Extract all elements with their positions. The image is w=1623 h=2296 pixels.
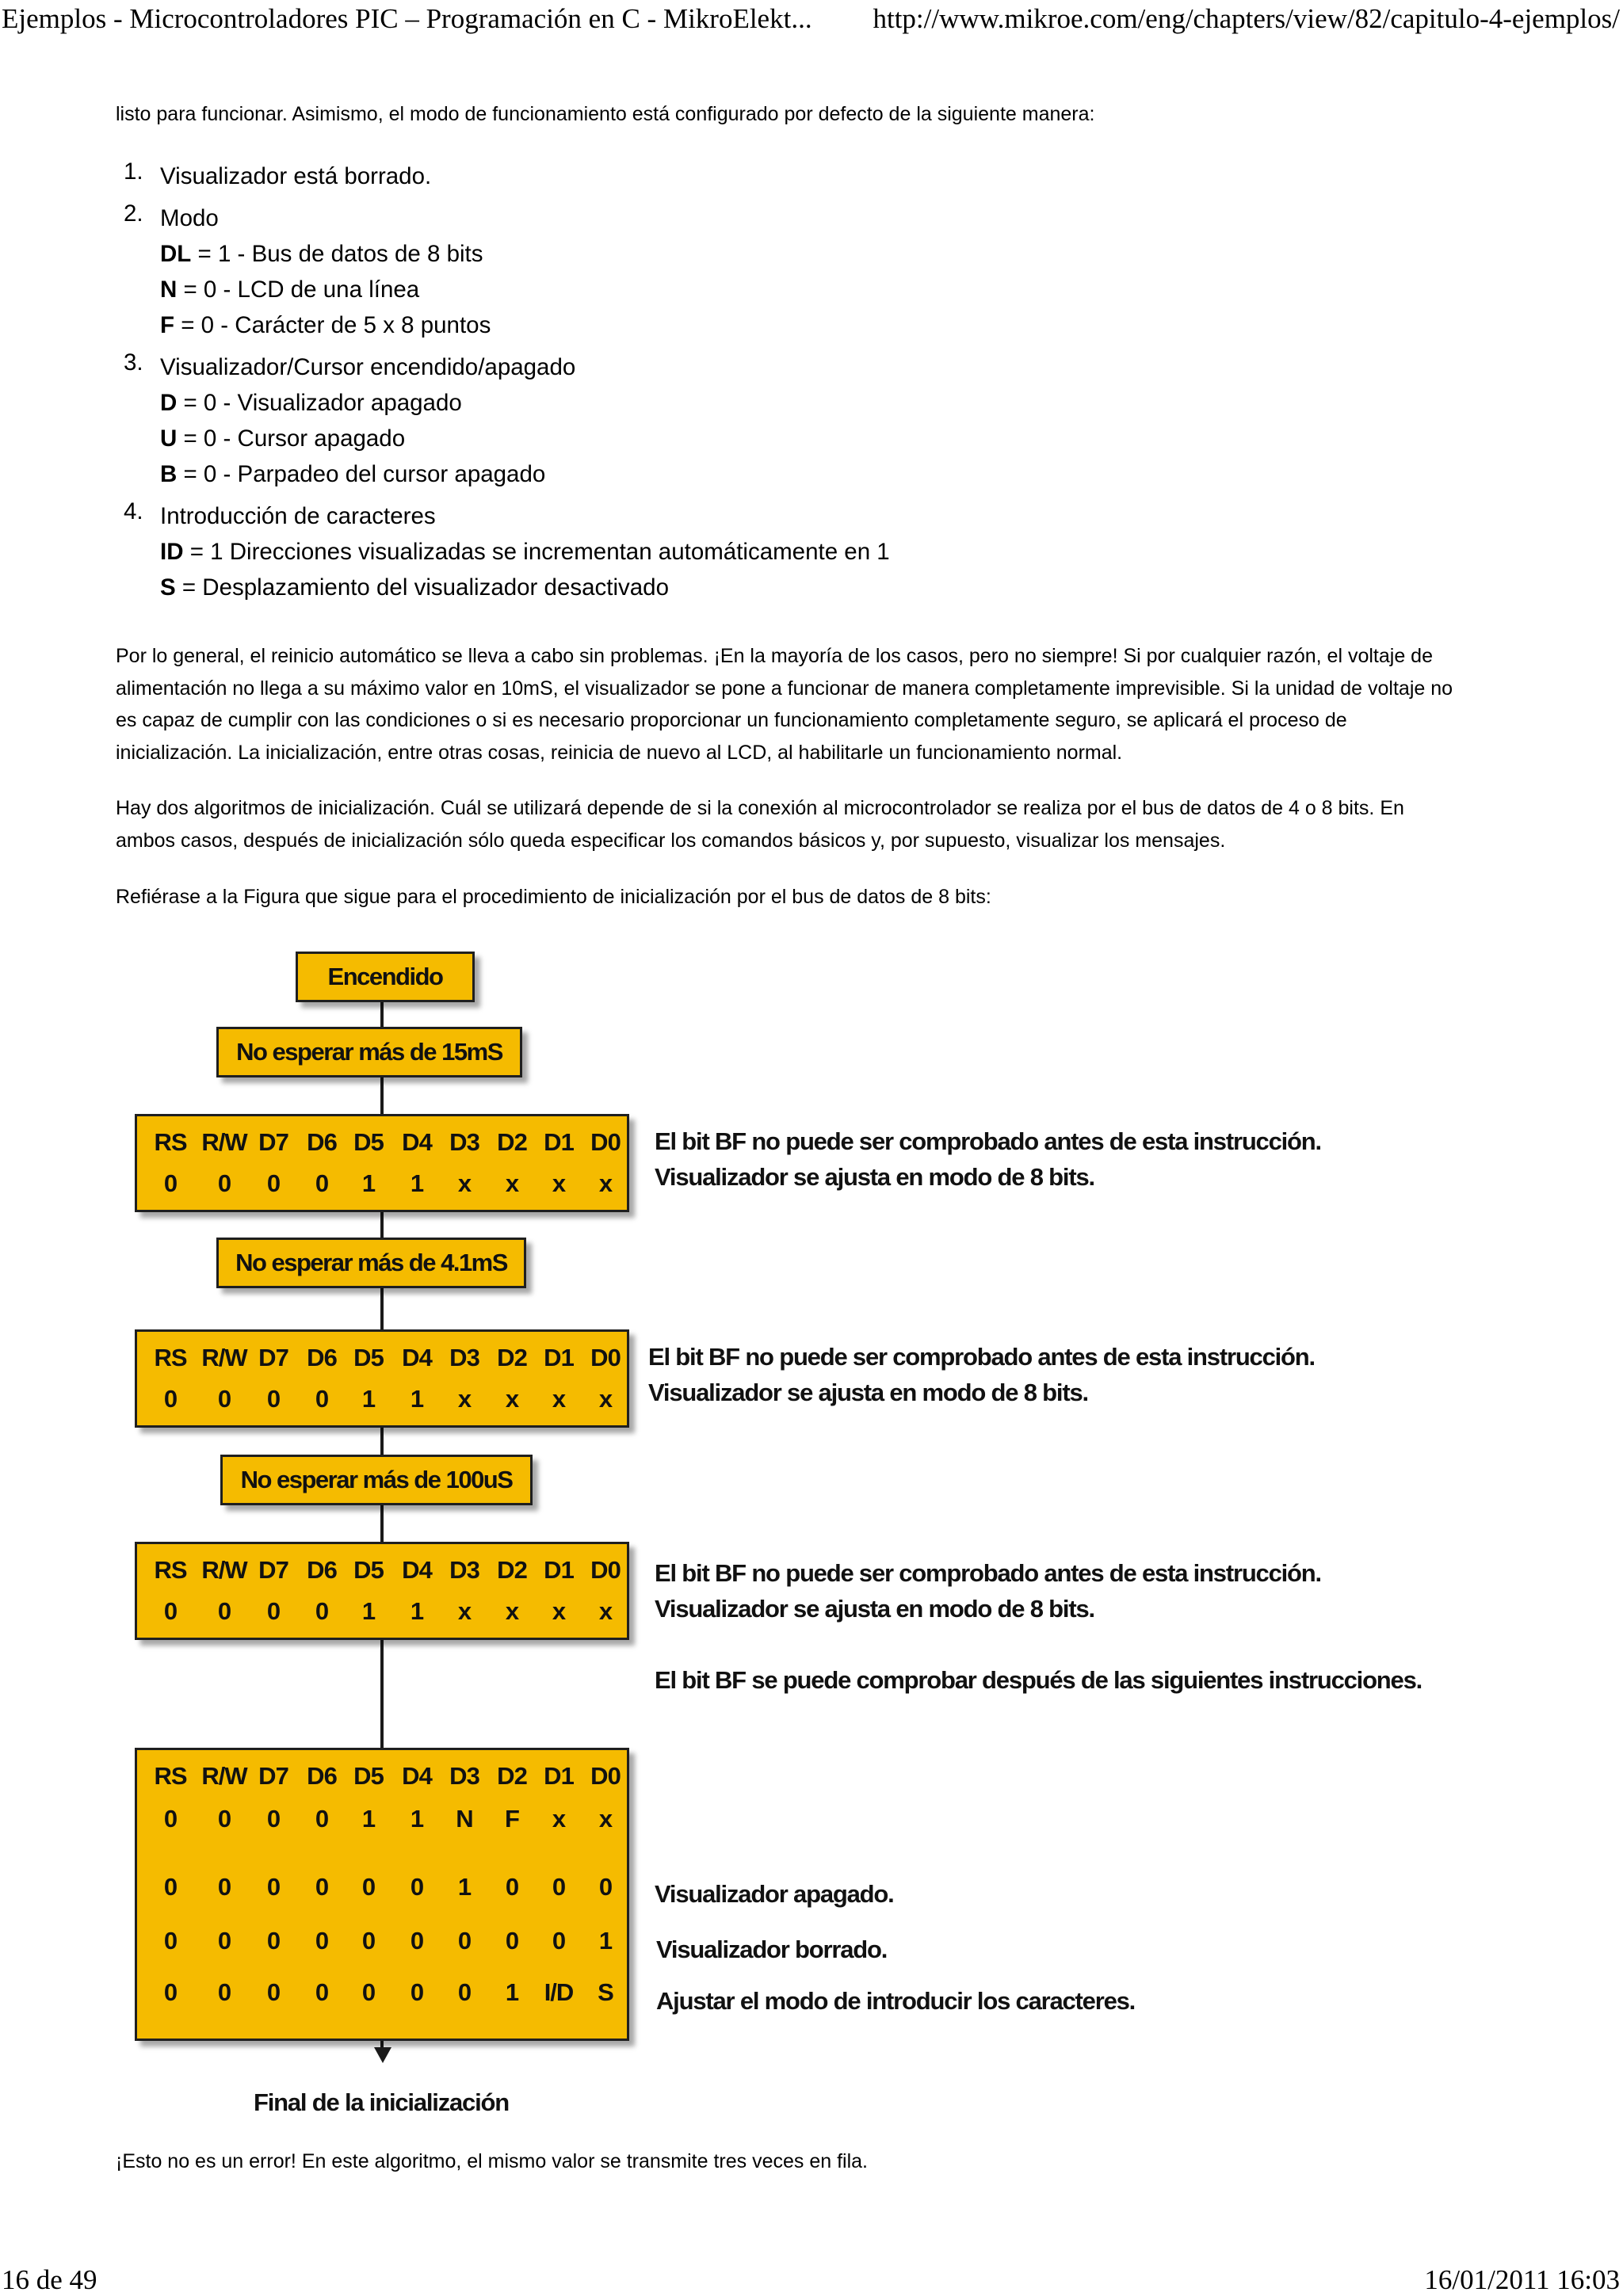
bit-value-cell: x — [552, 1385, 566, 1413]
bit-header-cell: R/W — [201, 1128, 247, 1156]
bit-value-cell: x — [457, 1385, 472, 1413]
bit-value-cell: I/D — [544, 1978, 574, 2006]
bit-value-cell: 0 — [598, 1873, 613, 1901]
bit-value-row — [137, 1923, 627, 1959]
bit-header-cell: D7 — [258, 1762, 288, 1790]
bit-value-cell: 0 — [552, 1927, 566, 1955]
bit-value-cell: 0 — [315, 1597, 329, 1625]
intro-paragraph: listo para funcionar. Asimismo, el modo de funcionamiento está configurado por defecto de la siguiente manera: — [116, 103, 1095, 125]
bit-value-cell: 0 — [457, 1978, 472, 2006]
bit-value-cell: 0 — [315, 1927, 329, 1955]
bit-value-cell: 0 — [505, 1873, 519, 1901]
bit-header-cell: D0 — [590, 1556, 621, 1584]
bit-value-cell: 1 — [457, 1873, 472, 1901]
note-8bit-3: Visualizador se ajusta en modo de 8 bits. — [655, 1595, 1094, 1623]
bit-value-cell: x — [598, 1597, 613, 1625]
bit-header-row — [137, 1758, 627, 1794]
bit-value-cell: 1 — [410, 1597, 424, 1625]
bit-header-cell: D7 — [258, 1344, 288, 1371]
wait-4ms-box: No esperar más de 4.1mS — [216, 1238, 526, 1288]
list-item-title: Visualizador/Cursor encendido/apagado — [160, 354, 576, 380]
page-counter: 16 de 49 — [2, 2264, 97, 2295]
bit-header-cell: RS — [154, 1344, 187, 1371]
instruction-box-4 — [135, 1748, 629, 2041]
bit-value-cell: 0 — [217, 1978, 231, 2006]
bit-value-cell: 0 — [163, 1385, 178, 1413]
list-item — [116, 200, 890, 343]
bit-value-cell: 0 — [315, 1873, 329, 1901]
bit-header-cell: D5 — [353, 1128, 384, 1156]
bit-header-cell: D2 — [497, 1344, 527, 1371]
list-item — [116, 158, 890, 194]
bit-header-cell: D0 — [590, 1762, 621, 1790]
default-settings-list — [116, 158, 890, 605]
bit-value-cell: S — [598, 1978, 613, 2006]
bit-header-cell: D0 — [590, 1128, 621, 1156]
list-number: 1. — [124, 158, 143, 185]
bit-value-cell: 0 — [315, 1978, 329, 2006]
bit-value-cell: 0 — [217, 1169, 231, 1197]
bit-header-cell: D4 — [402, 1128, 432, 1156]
bit-value-cell: 0 — [266, 1978, 281, 2006]
bit-header-cell: D4 — [402, 1556, 432, 1584]
bit-value-cell: x — [598, 1169, 613, 1197]
bit-value-cell: 0 — [315, 1385, 329, 1413]
paragraph-reset: Por lo general, el reinicio automático se lleva a cabo sin problemas. ¡En la mayoría de los casos, pero no siempre! Si por cualquier razón, el voltaje de alimentación no llega a su máximo valor en 10mS, el visualizador se pone a funcionar de manera completamente imprevisible. Si la unidad de voltaje no es capaz de cumplir con las condiciones o si es necesario proporcionar un funcionamiento completamente seguro, se aplicará el proceso de inicialización. La inicialización, entre otras cosas, reinicia de nuevo al LCD, al habilitarle un funcionamiento normal. — [116, 645, 1453, 764]
note-8bit-1: Visualizador se ajusta en modo de 8 bits. — [655, 1163, 1094, 1191]
bit-header-cell: R/W — [201, 1762, 247, 1790]
list-subitem: DL = 1 - Bus de datos de 8 bits — [160, 241, 483, 267]
bit-value-cell: 0 — [163, 1927, 178, 1955]
instruction-box-3 — [135, 1542, 629, 1640]
bit-header-cell: D3 — [449, 1344, 479, 1371]
bit-value-row — [137, 1801, 627, 1837]
bit-header-cell: D7 — [258, 1128, 288, 1156]
bit-value-cell: N — [456, 1805, 473, 1833]
bit-value-cell: 0 — [410, 1873, 424, 1901]
bit-value-row — [137, 1974, 627, 2011]
note-bf-1: El bit BF no puede ser comprobado antes de esta instrucción. — [655, 1127, 1321, 1155]
note-display-clear: Visualizador borrado. — [656, 1936, 888, 1963]
bit-value-cell: 1 — [505, 1978, 519, 2006]
bit-header-cell: D2 — [497, 1128, 527, 1156]
bit-value-cell: 0 — [266, 1927, 281, 1955]
bit-value-cell: 1 — [361, 1385, 376, 1413]
paragraph-algorithms: Hay dos algoritmos de inicialización. Cuál se utilizará depende de si la conexión al microcontrolador se realiza por el bus de datos de 4 o 8 bits. En ambos casos, después de inicialización sólo queda especificar los comandos básicos y, por supuesto, visualizar los mensajes. — [116, 797, 1404, 852]
list-item — [116, 349, 890, 492]
bit-value-row — [137, 1869, 627, 1905]
bit-value-cell: 1 — [410, 1169, 424, 1197]
bit-header-cell: RS — [154, 1556, 187, 1584]
bit-header-cell: D4 — [402, 1344, 432, 1371]
bit-value-cell: 0 — [266, 1385, 281, 1413]
bit-value-cell: F — [505, 1805, 519, 1833]
bit-value-cell: 0 — [361, 1978, 376, 2006]
wait-15ms-box: No esperar más de 15mS — [216, 1027, 522, 1077]
print-datetime: 16/01/2011 16:03 — [1424, 2264, 1620, 2295]
bit-header-cell: D2 — [497, 1762, 527, 1790]
bit-header-cell: D5 — [353, 1344, 384, 1371]
list-subitem: S = Desplazamiento del visualizador desactivado — [160, 574, 669, 601]
list-subitem: N = 0 - LCD de una línea — [160, 277, 420, 303]
bit-header-cell: D3 — [449, 1762, 479, 1790]
bit-header-row — [137, 1552, 627, 1589]
list-subitem: F = 0 - Carácter de 5 x 8 puntos — [160, 312, 491, 338]
bit-value-cell: x — [552, 1597, 566, 1625]
list-number: 3. — [124, 349, 143, 376]
bit-value-cell: x — [598, 1805, 613, 1833]
page-url: http://www.mikroe.com/eng/chapters/view/82/capitulo-4-ejemplos/ — [873, 3, 1620, 34]
bit-value-cell: 0 — [163, 1805, 178, 1833]
note-entry-mode: Ajustar el modo de introducir los caracteres. — [656, 1987, 1136, 2015]
bit-value-cell: x — [505, 1169, 519, 1197]
bit-value-cell: 0 — [266, 1169, 281, 1197]
bit-header-cell: D6 — [307, 1556, 337, 1584]
note-bf-3: El bit BF no puede ser comprobado antes de esta instrucción. — [655, 1559, 1321, 1587]
bit-value-cell: 0 — [315, 1805, 329, 1833]
bit-header-cell: RS — [154, 1128, 187, 1156]
wait-100us-box: No esperar más de 100uS — [220, 1455, 533, 1505]
bit-value-cell: x — [505, 1597, 519, 1625]
bit-header-cell: D1 — [544, 1556, 574, 1584]
bit-header-cell: D6 — [307, 1762, 337, 1790]
bit-value-cell: 0 — [410, 1978, 424, 2006]
bit-value-cell: 1 — [361, 1597, 376, 1625]
bit-value-row — [137, 1593, 627, 1630]
bit-value-cell: 1 — [361, 1169, 376, 1197]
bit-header-cell: D5 — [353, 1762, 384, 1790]
bit-header-row — [137, 1340, 627, 1376]
bit-header-cell: RS — [154, 1762, 187, 1790]
bit-value-cell: x — [552, 1169, 566, 1197]
list-subitem: ID = 1 Direcciones visualizadas se incrementan automáticamente en 1 — [160, 539, 890, 565]
list-item — [116, 498, 890, 605]
bit-value-cell: 0 — [217, 1927, 231, 1955]
bit-value-cell: 0 — [163, 1978, 178, 2006]
bit-header-cell: R/W — [201, 1344, 247, 1371]
bit-value-cell: 0 — [266, 1805, 281, 1833]
bit-value-row — [137, 1381, 627, 1417]
bit-value-cell: 1 — [598, 1927, 613, 1955]
note-8bit-2: Visualizador se ajusta en modo de 8 bits. — [648, 1379, 1088, 1406]
bit-value-cell: 0 — [217, 1805, 231, 1833]
bit-value-cell: 0 — [217, 1385, 231, 1413]
bit-value-cell: 0 — [361, 1927, 376, 1955]
note-bf-after: El bit BF se puede comprobar después de las siguientes instrucciones. — [655, 1666, 1423, 1694]
bit-value-cell: x — [457, 1169, 472, 1197]
bit-header-cell: D5 — [353, 1556, 384, 1584]
list-item-title: Modo — [160, 205, 219, 231]
bit-value-row — [137, 1165, 627, 1202]
bit-header-cell: D1 — [544, 1128, 574, 1156]
bit-value-cell: 0 — [217, 1597, 231, 1625]
bit-header-cell: D6 — [307, 1128, 337, 1156]
instruction-box-2 — [135, 1329, 629, 1428]
bit-value-cell: 1 — [361, 1805, 376, 1833]
paragraph-figure-ref: Refiérase a la Figura que sigue para el procedimiento de inicialización por el bus de datos de 8 bits: — [116, 886, 991, 908]
note-display-off: Visualizador apagado. — [655, 1880, 894, 1908]
bit-value-cell: 0 — [163, 1597, 178, 1625]
bit-value-cell: x — [552, 1805, 566, 1833]
bit-header-cell: D3 — [449, 1128, 479, 1156]
bit-value-cell: 0 — [266, 1597, 281, 1625]
bit-value-cell: 0 — [410, 1927, 424, 1955]
page-title: Ejemplos - Microcontroladores PIC – Programación en C - MikroElekt... — [2, 3, 812, 34]
bit-value-cell: 0 — [505, 1927, 519, 1955]
bit-value-cell: x — [457, 1597, 472, 1625]
bit-value-cell: 0 — [266, 1873, 281, 1901]
list-number: 4. — [124, 498, 143, 524]
bit-value-cell: x — [598, 1385, 613, 1413]
list-subitem: B = 0 - Parpadeo del cursor apagado — [160, 461, 546, 487]
bit-value-cell: 1 — [410, 1385, 424, 1413]
bit-value-cell: 0 — [552, 1873, 566, 1901]
instruction-box-1 — [135, 1114, 629, 1212]
start-box: Encendido — [296, 952, 475, 1002]
list-number: 2. — [124, 200, 143, 227]
bit-value-cell: 1 — [410, 1805, 424, 1833]
bit-value-cell: 0 — [217, 1873, 231, 1901]
bit-value-cell: 0 — [361, 1873, 376, 1901]
flow-end-label: Final de la inicialización — [254, 2088, 509, 2116]
list-subitem: D = 0 - Visualizador apagado — [160, 390, 462, 416]
bit-header-cell: D7 — [258, 1556, 288, 1584]
bit-value-cell: x — [505, 1385, 519, 1413]
closing-paragraph: ¡Esto no es un error! En este algoritmo, el mismo valor se transmite tres veces en fila. — [116, 2150, 868, 2172]
bit-value-cell: 0 — [315, 1169, 329, 1197]
note-bf-2: El bit BF no puede ser comprobado antes de esta instrucción. — [648, 1343, 1315, 1371]
arrow-down-icon — [374, 2047, 391, 2063]
list-item-title: Introducción de caracteres — [160, 503, 436, 529]
bit-header-cell: D0 — [590, 1344, 621, 1371]
bit-header-row — [137, 1124, 627, 1161]
list-item-title: Visualizador está borrado. — [160, 163, 432, 189]
bit-header-cell: D6 — [307, 1344, 337, 1371]
bit-header-cell: D2 — [497, 1556, 527, 1584]
bit-header-cell: D4 — [402, 1762, 432, 1790]
list-subitem: U = 0 - Cursor apagado — [160, 425, 406, 452]
bit-header-cell: D1 — [544, 1762, 574, 1790]
bit-header-cell: D1 — [544, 1344, 574, 1371]
bit-value-cell: 0 — [163, 1873, 178, 1901]
bit-value-cell: 0 — [457, 1927, 472, 1955]
bit-header-cell: R/W — [201, 1556, 247, 1584]
bit-value-cell: 0 — [163, 1169, 178, 1197]
bit-header-cell: D3 — [449, 1556, 479, 1584]
